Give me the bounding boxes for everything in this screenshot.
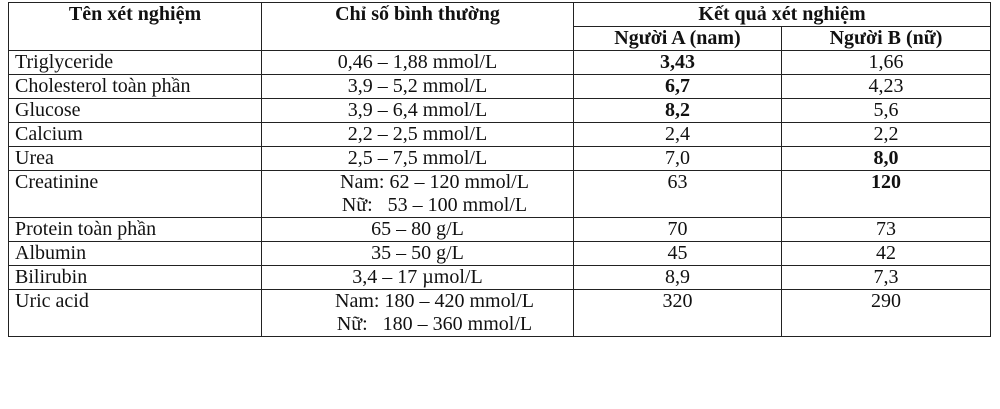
header-results: Kết quả xét nghiệm — [574, 3, 991, 27]
test-name-cell: Albumin — [9, 242, 262, 266]
header-test-name: Tên xét nghiệm — [9, 3, 262, 51]
result-person-b-cell: 290 — [782, 290, 991, 337]
result-person-b-cell: 2,2 — [782, 123, 991, 147]
header-person-a: Người A (nam) — [574, 27, 782, 51]
result-person-a-cell: 70 — [574, 218, 782, 242]
table-row — [9, 242, 991, 266]
table-row — [9, 99, 991, 123]
normal-range-line: 35 – 50 g/L — [371, 242, 464, 264]
normal-range-line: 2,5 – 7,5 mmol/L — [347, 147, 488, 169]
result-person-a-cell: 8,2 — [574, 99, 782, 123]
result-person-a-cell: 63 — [574, 171, 782, 218]
result-person-b-cell: 120 — [782, 171, 991, 218]
normal-range-line: 3,9 – 6,4 mmol/L — [347, 99, 488, 121]
normal-range-line: 3,4 – 17 µmol/L — [352, 266, 483, 288]
lab-results-table — [8, 2, 991, 337]
header-person-b: Người B (nữ) — [782, 27, 991, 51]
result-person-a-cell: 6,7 — [574, 75, 782, 99]
result-person-a-cell: 45 — [574, 242, 782, 266]
result-person-a-cell: 2,4 — [574, 123, 782, 147]
table-row — [9, 266, 991, 290]
result-person-a-cell: 3,43 — [574, 51, 782, 75]
result-person-b-cell: 73 — [782, 218, 991, 242]
normal-range-line: 3,9 – 5,2 mmol/L — [347, 75, 488, 97]
normal-range-line: 65 – 80 g/L — [371, 218, 464, 240]
header-row-top — [9, 3, 991, 27]
normal-range-cell — [262, 123, 574, 147]
test-name-cell: Cholesterol toàn phần — [9, 75, 262, 99]
normal-range-line: 2,2 – 2,5 mmol/L — [347, 123, 488, 145]
normal-range-line: Nam: 62 – 120 mmol/L — [340, 171, 529, 193]
table-row — [9, 171, 991, 218]
result-person-b-cell: 7,3 — [782, 266, 991, 290]
normal-range-cell — [262, 75, 574, 99]
test-name-cell: Protein toàn phần — [9, 218, 262, 242]
normal-range-cell — [262, 147, 574, 171]
result-person-b-cell: 5,6 — [782, 99, 991, 123]
result-person-a-cell: 320 — [574, 290, 782, 337]
test-name-cell: Glucose — [9, 99, 262, 123]
result-person-b-cell: 8,0 — [782, 147, 991, 171]
table-row — [9, 123, 991, 147]
result-person-a-cell: 7,0 — [574, 147, 782, 171]
normal-range-cell — [262, 290, 574, 337]
result-person-b-cell: 42 — [782, 242, 991, 266]
normal-range-line: 0,46 – 1,88 mmol/L — [337, 51, 498, 73]
test-name-cell: Calcium — [9, 123, 262, 147]
table-row — [9, 290, 991, 337]
result-person-a-cell: 8,9 — [574, 266, 782, 290]
normal-range-cell — [262, 171, 574, 218]
table-body — [9, 51, 991, 337]
table-row — [9, 218, 991, 242]
normal-range-cell — [262, 99, 574, 123]
normal-range-cell — [262, 266, 574, 290]
normal-range-cell — [262, 218, 574, 242]
result-person-b-cell: 4,23 — [782, 75, 991, 99]
result-person-b-cell: 1,66 — [782, 51, 991, 75]
table-row — [9, 75, 991, 99]
table-row — [9, 147, 991, 171]
test-name-cell: Uric acid — [9, 290, 262, 337]
test-name-cell: Triglyceride — [9, 51, 262, 75]
normal-range-cell — [262, 51, 574, 75]
table-row — [9, 51, 991, 75]
test-name-cell: Bilirubin — [9, 266, 262, 290]
normal-range-line: Nữ: 180 – 360 mmol/L — [336, 313, 533, 335]
normal-range-cell — [262, 242, 574, 266]
normal-range-line: Nam: 180 – 420 mmol/L — [335, 290, 534, 312]
normal-range-line: Nữ: 53 – 100 mmol/L — [341, 194, 528, 216]
test-name-cell: Urea — [9, 147, 262, 171]
header-normal-range: Chỉ số bình thường — [262, 3, 574, 51]
test-name-cell: Creatinine — [9, 171, 262, 218]
